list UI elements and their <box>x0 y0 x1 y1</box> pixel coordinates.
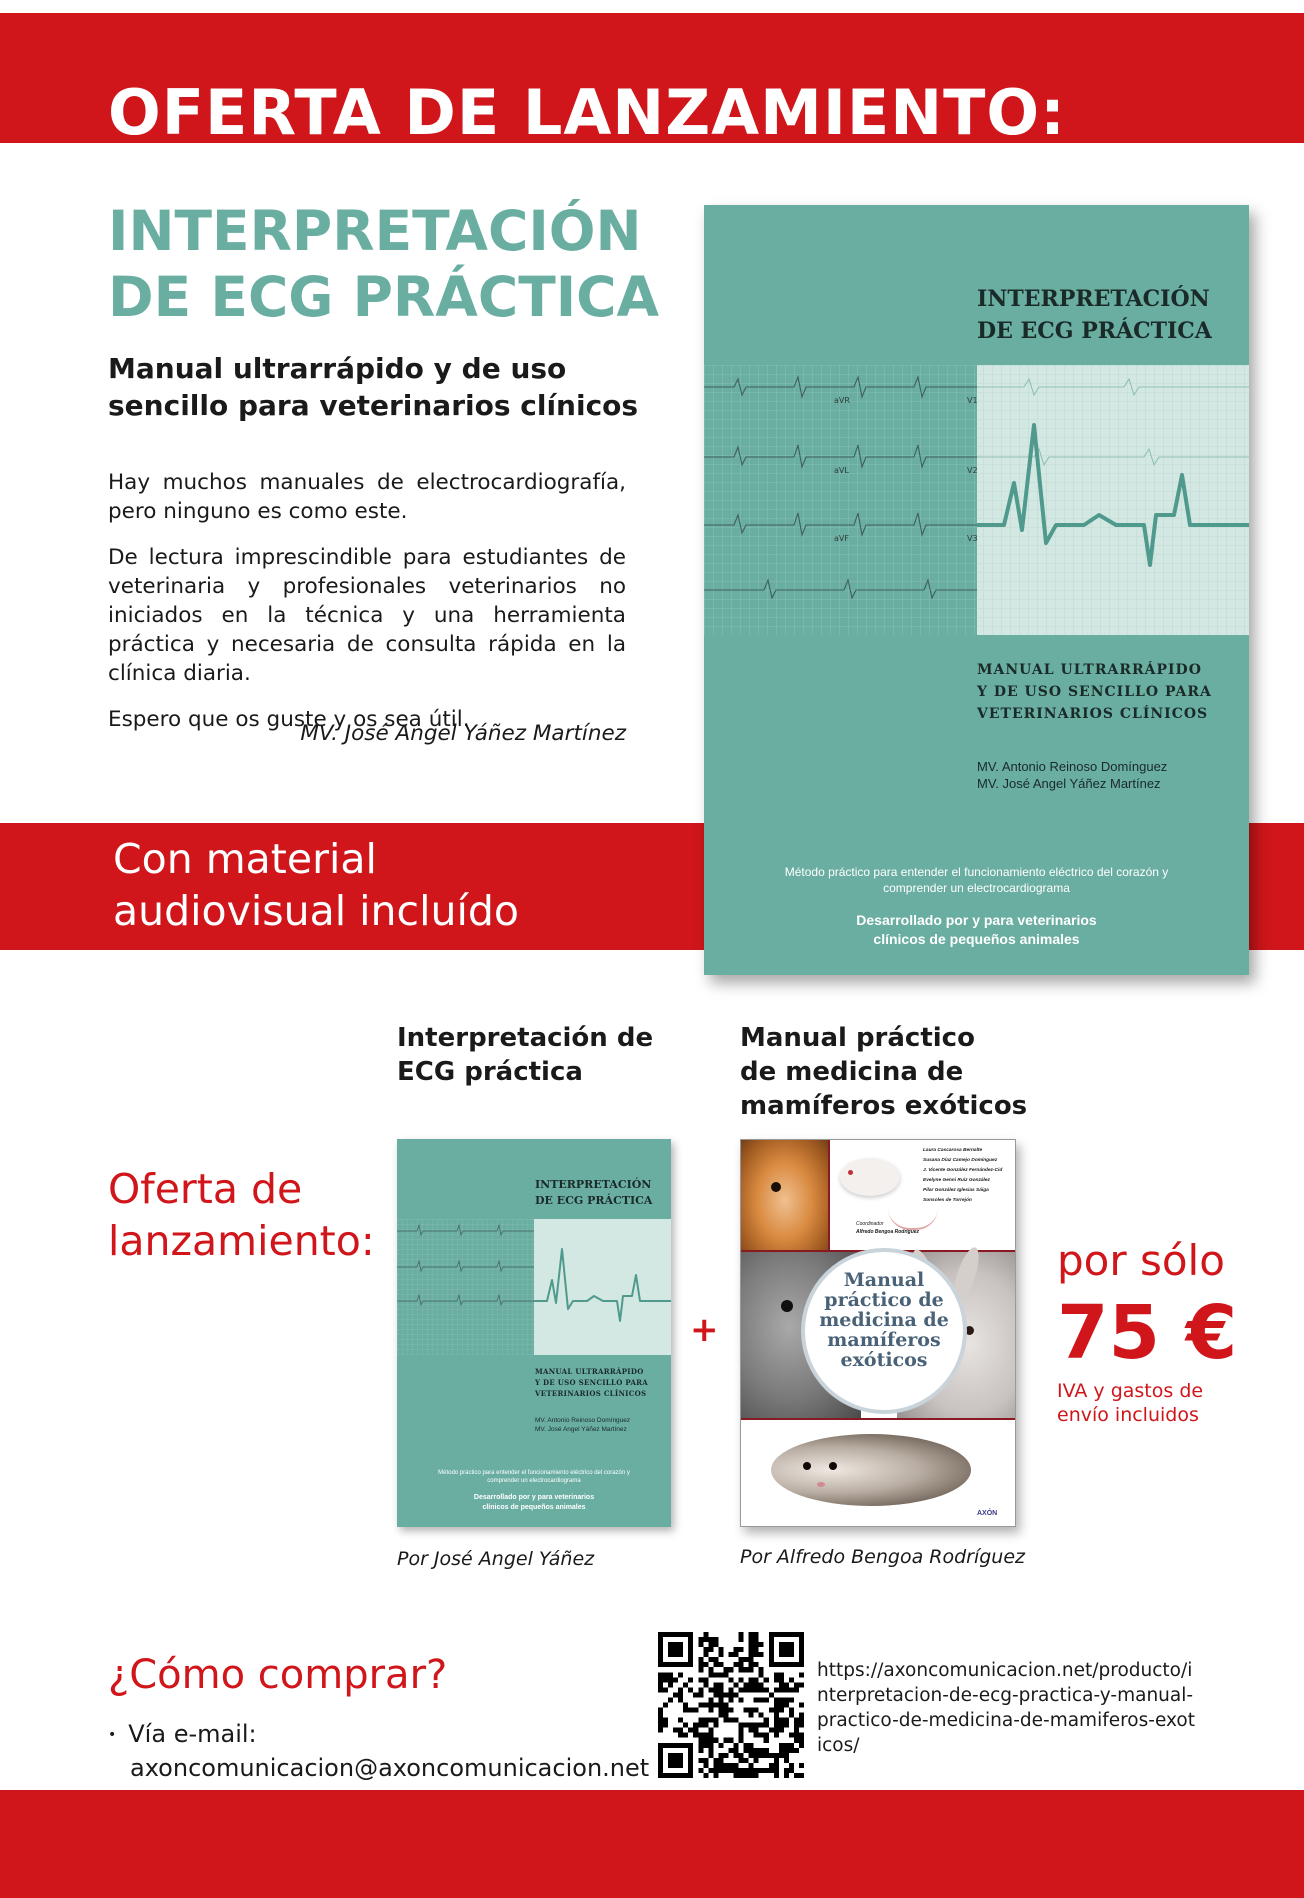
cover-subtitle: MANUAL ULTRARRÁPIDO Y DE USO SENCILLO PARA VETERINARIOS CLÍNICOS <box>977 662 1212 722</box>
price-prefix: por sólo <box>1057 1236 1225 1285</box>
cover-divider <box>828 1140 830 1250</box>
ecg-graphic <box>704 365 1249 635</box>
ecg-book-thumbnail <box>397 1139 671 1527</box>
ferret-body <box>771 1434 971 1506</box>
thumb-developed-1: Desarrollado por y para veterinarios <box>473 1494 595 1501</box>
offer-label: Oferta de lanzamiento: <box>108 1165 375 1265</box>
exotics-authors: Laura Cascarosa Bernalte Susana Díaz Camejo Domínguez J. Vicente González Fernández-Cid Evelyne Genni Ruiz González Pilar González Iglesias Sáiga Sonsoles de Torrejón <box>923 1148 1003 1203</box>
publisher-logo: AXÓN <box>977 1510 998 1517</box>
intro-paragraph-1: Hay muchos manuales de electrocardiografía, pero ninguno es como este. <box>108 470 626 524</box>
thumb-developed-2: clínicos de pequeños animales <box>482 1504 586 1511</box>
ferret-eye <box>829 1462 837 1470</box>
thumb-sub-3: VETERINARIOS CLÍNICOS <box>535 1389 647 1398</box>
lead-label: aVR <box>834 396 850 405</box>
email-label: Vía e-mail: <box>128 1720 257 1748</box>
email-address[interactable]: axoncomunicacion@axoncomunicacion.net <box>130 1753 650 1782</box>
exotics-cover-title: Manual práctico de medicina de mamíferos exóticos <box>819 1269 949 1371</box>
thumb-description: Método práctico para entender el funcionamiento eléctrico del corazón y comprender un electrocardiograma <box>438 1470 630 1484</box>
thumb-sub-1: MANUAL ULTRARRÁPIDO <box>535 1367 644 1376</box>
email-bullet <box>108 1718 649 1785</box>
thumb-title-1: INTERPRETACIÓN <box>535 1178 652 1191</box>
mouse-body <box>840 1158 900 1196</box>
lead-label: V1 <box>967 396 978 405</box>
signature: MV. José Angel Yáñez Martínez <box>300 721 626 746</box>
price-note: IVA y gastos de envío incluidos <box>1057 1380 1204 1426</box>
cover-authors: MV. Antonio Reinoso Domínguez MV. José Angel Yáñez Martínez <box>977 759 1168 791</box>
chinchilla-eye <box>781 1300 793 1312</box>
ferret-photo <box>741 1420 1016 1527</box>
lead-label: aVF <box>834 534 849 543</box>
plus-sign: + <box>690 1310 719 1350</box>
intro-text <box>108 468 626 751</box>
thumb-title-2: DE ECG PRÁCTICA <box>535 1194 653 1207</box>
ecg-thumbnail-graphic <box>397 1219 671 1355</box>
cover-title: INTERPRETACIÓN DE ECG PRÁCTICA <box>977 286 1212 344</box>
cover-description: Método práctico para entender el funcionamiento eléctrico del corazón y comprender un electrocardiograma <box>784 865 1169 895</box>
footer-band <box>0 1790 1304 1898</box>
lead-label: aVL <box>834 466 849 475</box>
offer-book1-title: Interpretación de ECG práctica <box>397 1023 654 1087</box>
ferret-nose <box>817 1482 825 1487</box>
book1-caption: Por José Angel Yáñez <box>397 1548 595 1570</box>
book-subtitle: Manual ultrarrápido y de uso sencillo para veterinarios clínicos <box>108 352 639 422</box>
guinea-pig-photo <box>741 1140 828 1250</box>
thumb-author-2: MV. José Angel Yáñez Martínez <box>535 1426 627 1433</box>
ecg-book-cover <box>704 205 1249 975</box>
book-title: INTERPRETACIÓN DE ECG PRÁCTICA <box>108 199 660 329</box>
audiovisual-text: Con material audiovisual incluído <box>113 835 519 935</box>
lead-label: V3 <box>967 534 978 543</box>
how-to-buy-heading: ¿Cómo comprar? <box>108 1652 448 1698</box>
thumb-sub-2: Y DE USO SENCILLO PARA <box>535 1378 649 1387</box>
exotics-book-cover <box>740 1139 1016 1527</box>
intro-paragraph-2: De lectura imprescindible para estudiantes de veterinaria y profesionales veterinarios no iniciados en la técnica y una herramienta práctica y necesaria de consulta rápida en la clínica diaria. <box>108 545 626 686</box>
headline: OFERTA DE LANZAMIENTO: <box>108 76 1066 149</box>
mouse-eye <box>848 1170 853 1175</box>
cover-developed: Desarrollado por y para veterinarios clínicos de pequeños animales <box>856 912 1097 947</box>
product-url[interactable]: https://axoncomunicacion.net/producto/interpretacion-de-ecg-practica-y-manual-practico-de-medicina-de-mamiferos-exoticos/ <box>817 1660 1195 1756</box>
bullet-dot: • <box>108 1726 117 1743</box>
price: 75 € <box>1057 1290 1238 1376</box>
ferret-eye <box>803 1462 811 1470</box>
book2-caption: Por Alfredo Bengoa Rodríguez <box>740 1546 1025 1568</box>
lead-label: V2 <box>967 466 978 475</box>
qr-code-icon[interactable] <box>658 1632 804 1778</box>
intro-paragraph-3: Espero que os guste y os sea útil. <box>108 707 470 732</box>
exotics-coordinator: Coordinador Alfredo Bengoa Rodríguez <box>856 1221 920 1235</box>
offer-book2-title: Manual práctico de medicina de mamíferos exóticos <box>740 1023 1028 1121</box>
thumb-author-1: MV. Antonio Reinoso Domínguez <box>535 1417 631 1424</box>
guinea-pig-eye <box>771 1182 781 1192</box>
